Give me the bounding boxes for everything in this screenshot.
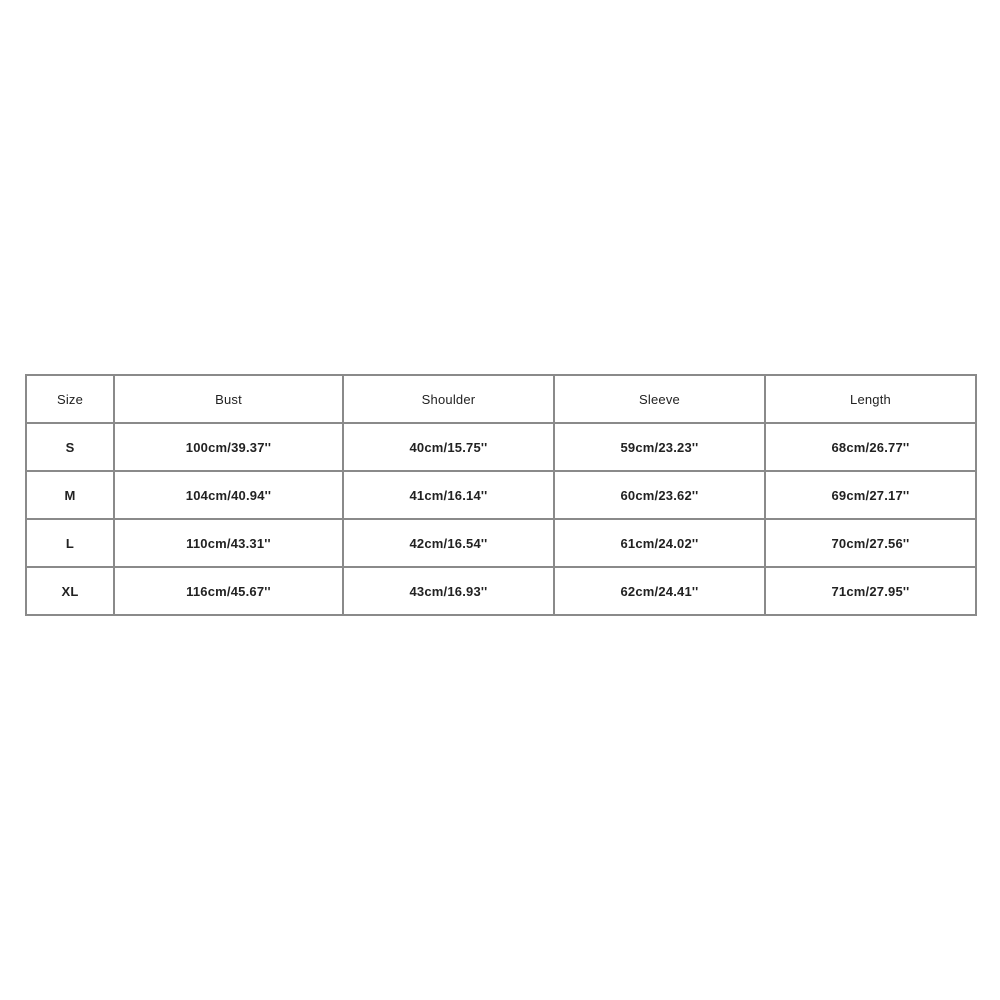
header-bust: Bust bbox=[114, 375, 343, 423]
cell-size: M bbox=[26, 471, 114, 519]
cell-shoulder: 40cm/15.75'' bbox=[343, 423, 554, 471]
cell-bust: 104cm/40.94'' bbox=[114, 471, 343, 519]
cell-length: 71cm/27.95'' bbox=[765, 567, 976, 615]
cell-sleeve: 62cm/24.41'' bbox=[554, 567, 765, 615]
cell-length: 70cm/27.56'' bbox=[765, 519, 976, 567]
cell-bust: 110cm/43.31'' bbox=[114, 519, 343, 567]
cell-sleeve: 61cm/24.02'' bbox=[554, 519, 765, 567]
header-length: Length bbox=[765, 375, 976, 423]
header-size: Size bbox=[26, 375, 114, 423]
cell-size: XL bbox=[26, 567, 114, 615]
cell-size: L bbox=[26, 519, 114, 567]
cell-shoulder: 41cm/16.14'' bbox=[343, 471, 554, 519]
size-chart-table bbox=[25, 374, 977, 616]
cell-size: S bbox=[26, 423, 114, 471]
table-header-row bbox=[26, 375, 976, 423]
table-row bbox=[26, 567, 976, 615]
header-sleeve: Sleeve bbox=[554, 375, 765, 423]
cell-sleeve: 59cm/23.23'' bbox=[554, 423, 765, 471]
table-row bbox=[26, 471, 976, 519]
cell-bust: 116cm/45.67'' bbox=[114, 567, 343, 615]
header-shoulder: Shoulder bbox=[343, 375, 554, 423]
table-row bbox=[26, 423, 976, 471]
cell-bust: 100cm/39.37'' bbox=[114, 423, 343, 471]
cell-length: 69cm/27.17'' bbox=[765, 471, 976, 519]
cell-shoulder: 43cm/16.93'' bbox=[343, 567, 554, 615]
cell-shoulder: 42cm/16.54'' bbox=[343, 519, 554, 567]
cell-length: 68cm/26.77'' bbox=[765, 423, 976, 471]
cell-sleeve: 60cm/23.62'' bbox=[554, 471, 765, 519]
table-row bbox=[26, 519, 976, 567]
